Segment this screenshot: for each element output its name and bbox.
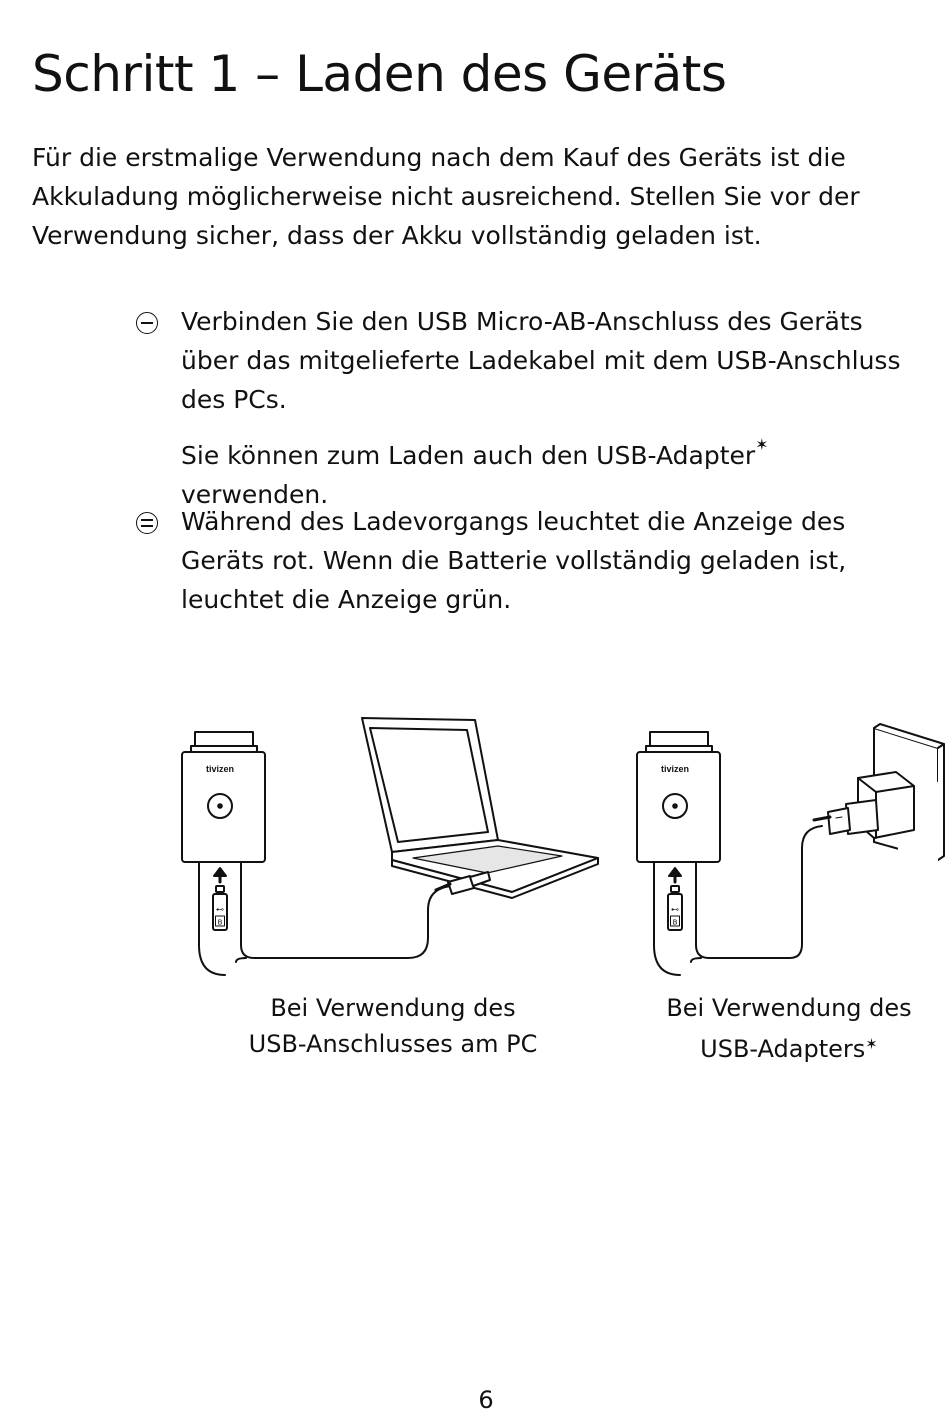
svg-text:⊷: ⊷ [216,905,224,914]
asterisk-icon: ✶ [865,1035,878,1053]
adapter-caption: Bei Verwendung des USB-Adapters✶ [666,994,912,1063]
page-title: Schritt 1 – Laden des Geräts [32,45,727,103]
step-1-note: Sie können zum Laden auch den USB-Adapter✶ verwenden. [181,435,769,509]
page-number: 6 [478,1386,494,1414]
pc-caption: Bei Verwendung des USB-Anschlusses am PC [248,994,538,1058]
step-1 [136,302,906,514]
svg-text:⊷: ⊷ [671,905,679,914]
laptop-illustration [362,718,598,898]
step-1-text: Verbinden Sie den USB Micro-AB-Anschluss des Geräts über das mitgelieferte Ladekabel mit dem USB-Anschluss des PCs. [181,307,901,414]
asterisk-icon: ✶ [755,435,769,454]
step-2 [136,502,906,619]
step-2-text: Während des Ladevorgangs leuchtet die Anzeige des Geräts rot. Wenn die Batterie vollständig geladen ist, leuchtet die Anzeige grün. [181,507,847,614]
device-brand-label: tivizen [205,764,235,774]
device-adapter-setup [637,732,822,975]
wall-adapter-illustration [814,724,944,862]
circled-number-1-icon [136,312,158,334]
charging-illustration [0,700,950,1000]
svg-text:tivizen: tivizen [660,764,690,774]
svg-text:B: B [217,918,223,927]
intro-paragraph: Für die erstmalige Verwendung nach dem Kauf des Geräts ist die Akkuladung möglicherweise nicht ausreichend. Stellen Sie vor der Verwendung sicher, dass der Akku vollständig geladen ist. [32,143,860,250]
circled-number-2-icon [136,512,158,534]
svg-text:B: B [672,918,678,927]
